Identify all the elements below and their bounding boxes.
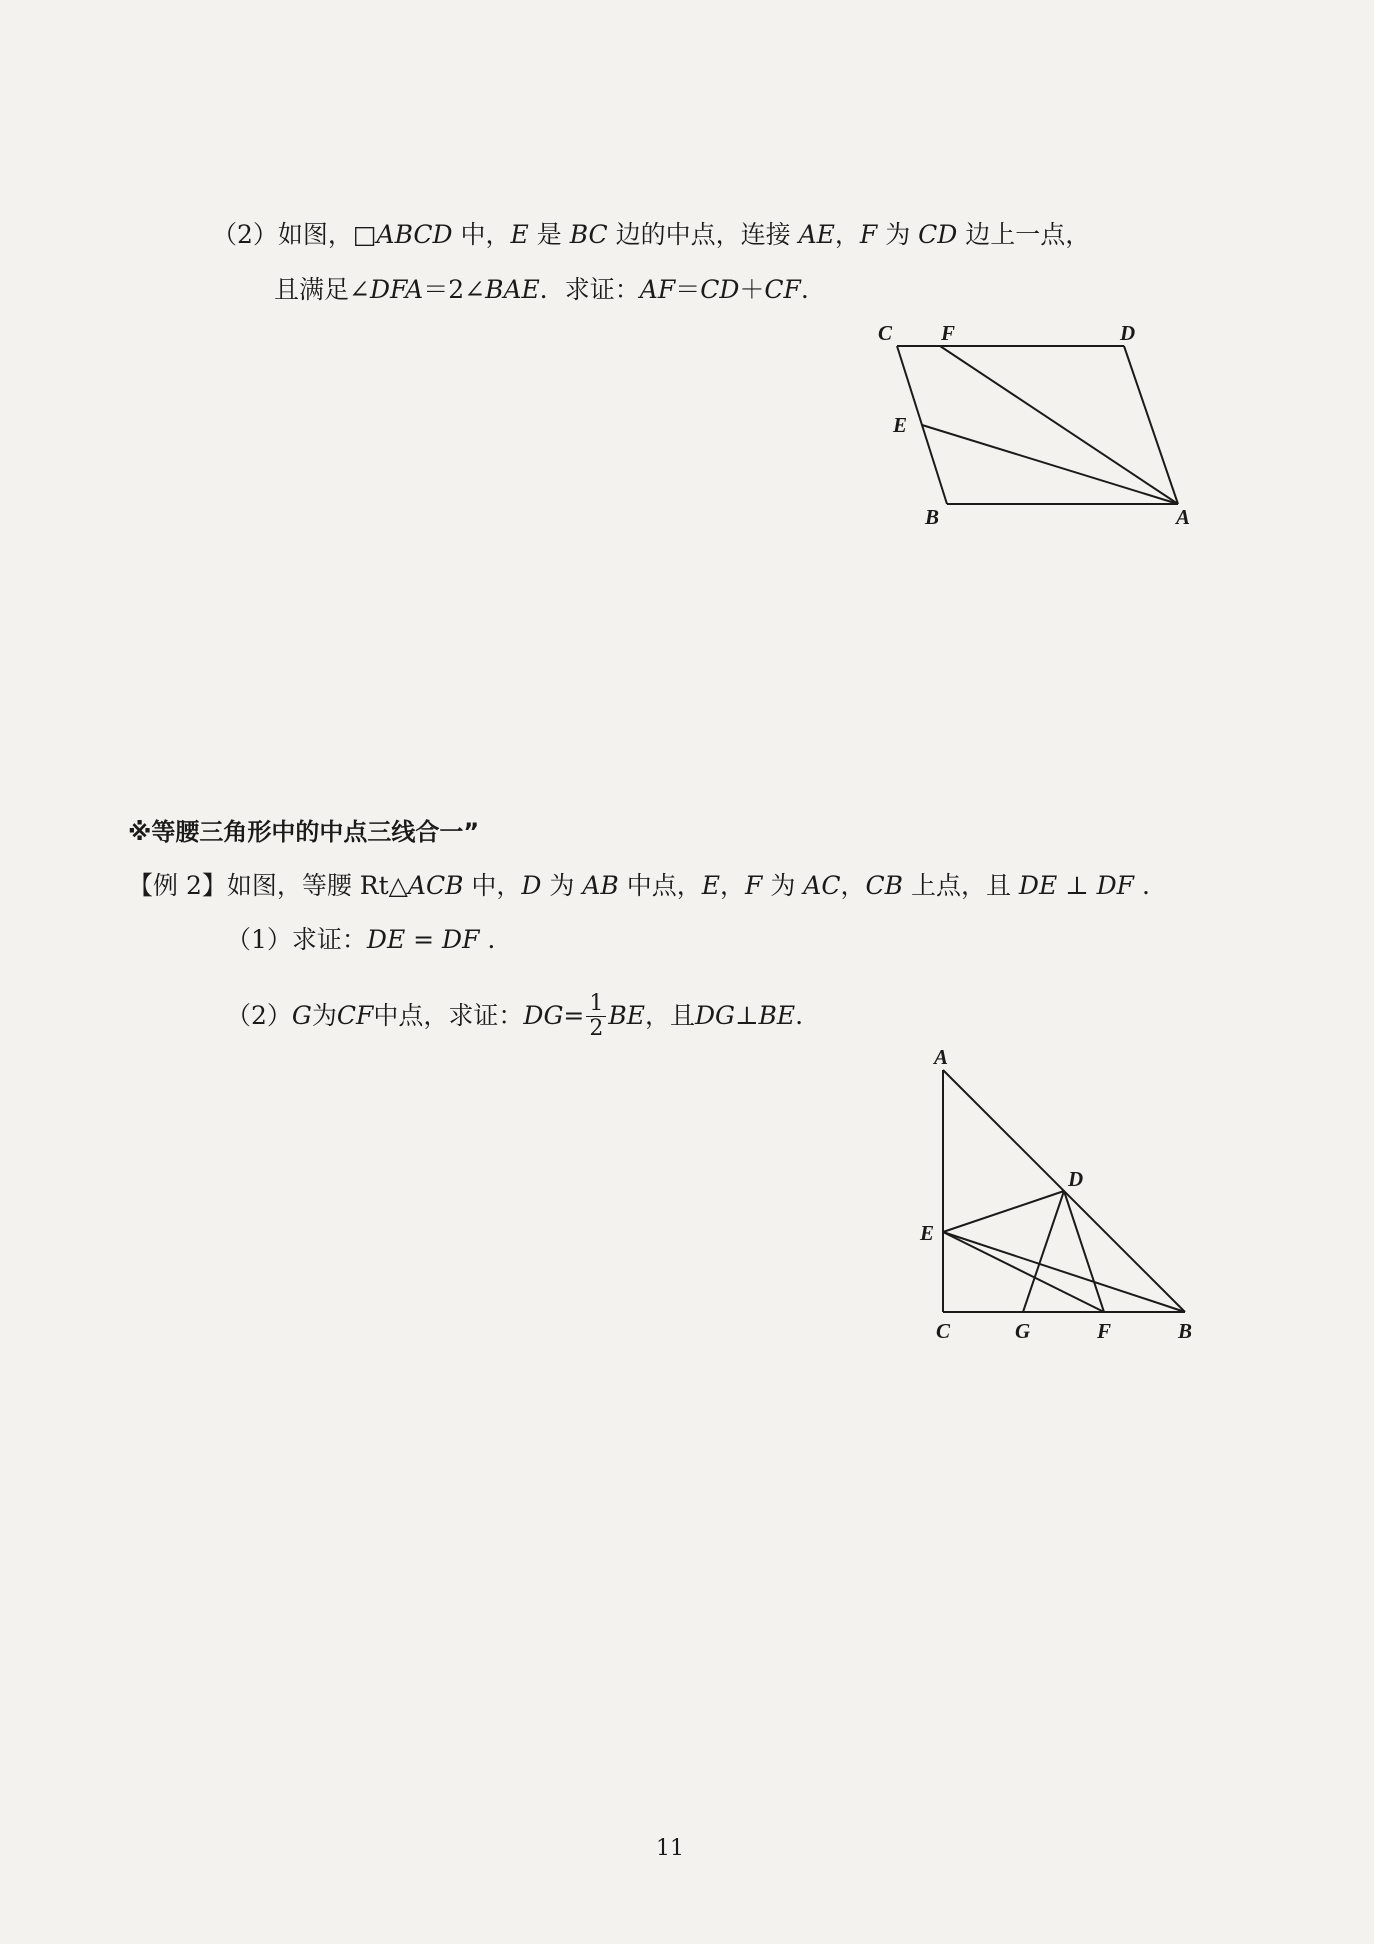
label-g: G: [1015, 1319, 1031, 1343]
label-b: B: [925, 505, 940, 529]
segment-dg: [1023, 1191, 1064, 1312]
example2-part1: （1）求证：DE = DF .: [226, 925, 496, 954]
label-d: D: [1068, 1167, 1084, 1191]
segment-ef: [943, 1232, 1104, 1312]
segment-de: [943, 1191, 1064, 1232]
example2-part2: （2） G 为 CF 中点，求证： DG = $\frac{1}{2}$ BE ，且 DG ⊥ BE .: [226, 990, 804, 1041]
label-f: F: [941, 321, 956, 345]
fraction-one-half: $\frac{1}{2}$: [586, 992, 606, 1041]
example2-intro: 【例 2】如图，等腰 Rt△ACB 中，D 为 AB 中点，E，F 为 AC，CB 上点，且 DE ⊥ DF .: [128, 871, 1150, 900]
label-e: E: [920, 1221, 935, 1245]
label-f: F: [1097, 1319, 1112, 1343]
label-c: C: [878, 321, 893, 345]
problem2-line2: 且满足∠DFA＝2∠BAE．求证：AF＝CD＋CF.: [274, 275, 809, 304]
segment-df: [1064, 1191, 1104, 1312]
page-number: 11: [656, 1836, 684, 1861]
section-heading: ※等腰三角形中的中点三线合一”: [128, 818, 480, 846]
segment-eb: [943, 1232, 1185, 1312]
label-e: E: [893, 413, 908, 437]
label-d: D: [1120, 321, 1136, 345]
label-b: B: [1178, 1319, 1193, 1343]
label-a: A: [934, 1045, 949, 1069]
label-a: A: [1176, 505, 1191, 529]
label-c: C: [936, 1319, 951, 1343]
problem2-line1: （2）如图，□ABCD 中，E 是 BC 边的中点，连接 AE，F 为 CD 边上一点，: [212, 220, 1091, 249]
